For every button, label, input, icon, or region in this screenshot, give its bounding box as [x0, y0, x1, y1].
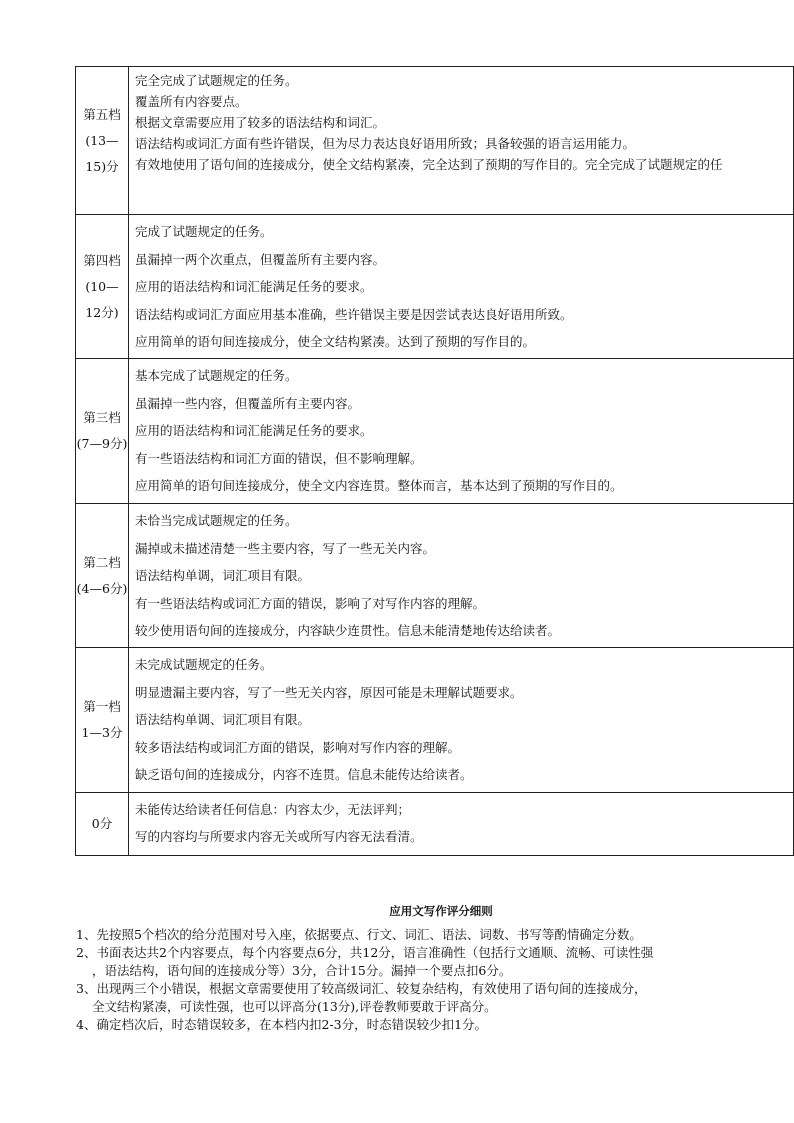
criterion-line: 漏掉或未描述清楚一些主要内容，写了一些无关内容。	[135, 540, 436, 556]
level-range: 15)分	[85, 158, 119, 174]
criterion-line: 未完成试题规定的任务。	[135, 657, 273, 672]
rubric-row-level-0	[76, 793, 794, 856]
level-label: 第二档	[83, 554, 121, 570]
criterion-line: 覆盖所有内容要点。	[135, 94, 248, 109]
criterion-line: 较多语法结构或词汇方面的错误，影响对写作内容的理解。	[135, 739, 461, 755]
criteria-cell	[129, 793, 794, 856]
criterion-line: 应用的语法结构和词汇能满足任务的要求。	[135, 279, 373, 294]
criterion-line: 语法结构或词汇方面有些许错误，但为尽力表达良好语用所致；具备较强的语言运用能力。	[135, 136, 636, 151]
criterion-line: 语法结构单调，词汇项目有限。	[135, 568, 311, 583]
rubric-row-level-3	[76, 359, 794, 504]
criterion-line: 缺乏语句间的连接成分，内容不连贯。信息未能传达给读者。	[135, 767, 473, 782]
note-line: 全文结构紧凑，可读性强，也可以评高分(13分),评卷教师要敢于评高分。	[92, 999, 497, 1014]
level-label: 第一档	[83, 699, 121, 714]
level-range: 12分)	[85, 304, 119, 320]
level-range: (13—	[85, 132, 119, 148]
criterion-line: 应用简单的语句间连接成分，使全文结构紧凑。达到了预期的写作目的。	[135, 334, 536, 349]
scoring-rubric-table	[75, 66, 794, 856]
criterion-line: 未能传达给读者任何信息：内容太少，无法评判；	[135, 802, 411, 817]
criterion-line: 有一些语法结构和词汇方面的错误，但不影响理解。	[135, 450, 423, 466]
level-label: 第三档	[83, 410, 121, 425]
criteria-cell	[129, 215, 794, 359]
criterion-line: 完成了试题规定的任务。	[135, 224, 273, 239]
scoring-notes	[76, 900, 776, 1034]
level-cell	[76, 648, 129, 793]
criterion-line: 基本完成了试题规定的任务。	[135, 368, 298, 383]
note-line: 1、先按照5个档次的给分范围对号入座，依据要点、行文、词汇、语法、词数、书写等酌情确定分数。	[76, 927, 642, 942]
level-cell	[76, 793, 129, 856]
rubric-row-level-1	[76, 648, 794, 793]
level-range: (4—6分)	[76, 580, 128, 596]
criterion-line: 虽漏掉一两个次重点，但覆盖所有主要内容。	[135, 251, 386, 267]
level-cell	[76, 359, 129, 504]
level-cell	[76, 504, 129, 648]
criteria-cell	[129, 648, 794, 793]
criterion-line: 有效地使用了语句间的连接成分，使全文结构紧凑，完全达到了预期的写作目的。完全完成了试题规定的任	[135, 157, 723, 172]
level-label: 第四档	[83, 252, 121, 268]
criterion-line: 应用简单的语句间连接成分，使全文内容连贯。整体而言，基本达到了预期的写作目的。	[135, 478, 623, 493]
criterion-line: 应用的语法结构和词汇能满足任务的要求。	[135, 423, 373, 438]
level-cell	[76, 67, 129, 215]
note-line: 3、出现两三个小错误，根据文章需要使用了较高级词汇、较复杂结构，有效使用了语句间的连接成分，	[76, 981, 647, 996]
note-line: ，语法结构，语句间的连接成分等）3分，合计15分。漏掉一个要点扣6分。	[92, 963, 512, 978]
criterion-line: 虽漏掉一些内容，但覆盖所有主要内容。	[135, 395, 361, 411]
level-range: 1—3分	[81, 725, 123, 740]
notes-title: 应用文写作评分细则	[389, 904, 493, 918]
criterion-line: 语法结构单调、词汇项目有限。	[135, 712, 311, 727]
level-range: (10—	[85, 278, 119, 294]
level-label: 0分	[91, 816, 113, 831]
criterion-line: 未恰当完成试题规定的任务。	[135, 513, 298, 528]
rubric-row-level-5	[76, 67, 794, 215]
criterion-line: 有一些语法结构或词汇方面的错误，影响了对写作内容的理解。	[135, 595, 486, 611]
rubric-row-level-2	[76, 504, 794, 648]
level-cell	[76, 215, 129, 359]
criterion-line: 完全完成了试题规定的任务。	[135, 73, 298, 88]
rubric-row-level-4	[76, 215, 794, 359]
criterion-line: 根据文章需要应用了较多的语法结构和词汇。	[135, 115, 386, 130]
level-label: 第五档	[83, 106, 121, 122]
note-line: 2、书面表达共2个内容要点，每个内容要点6分，共12分，语言准确性（包括行文通顺、流畅、可读性强	[76, 945, 654, 960]
criterion-line: 较少使用语句间的连接成分，内容缺少连贯性。信息未能清楚地传达给读者。	[135, 623, 561, 638]
criterion-line: 写的内容均与所要求内容无关或所写内容无法看清。	[135, 829, 423, 844]
criteria-cell	[129, 359, 794, 504]
level-range: (7—9分)	[76, 436, 128, 451]
criterion-line: 语法结构或词汇方面应用基本准确，些许错误主要是因尝试表达良好语用所致。	[135, 306, 573, 322]
criteria-cell	[129, 67, 794, 215]
criteria-cell	[129, 504, 794, 648]
criterion-line: 明显遗漏主要内容，写了一些无关内容，原因可能是未理解试题要求。	[135, 684, 523, 700]
note-line: 4、确定档次后，时态错误较多，在本档内扣2-3分，时态错误较少扣1分。	[76, 1017, 488, 1032]
